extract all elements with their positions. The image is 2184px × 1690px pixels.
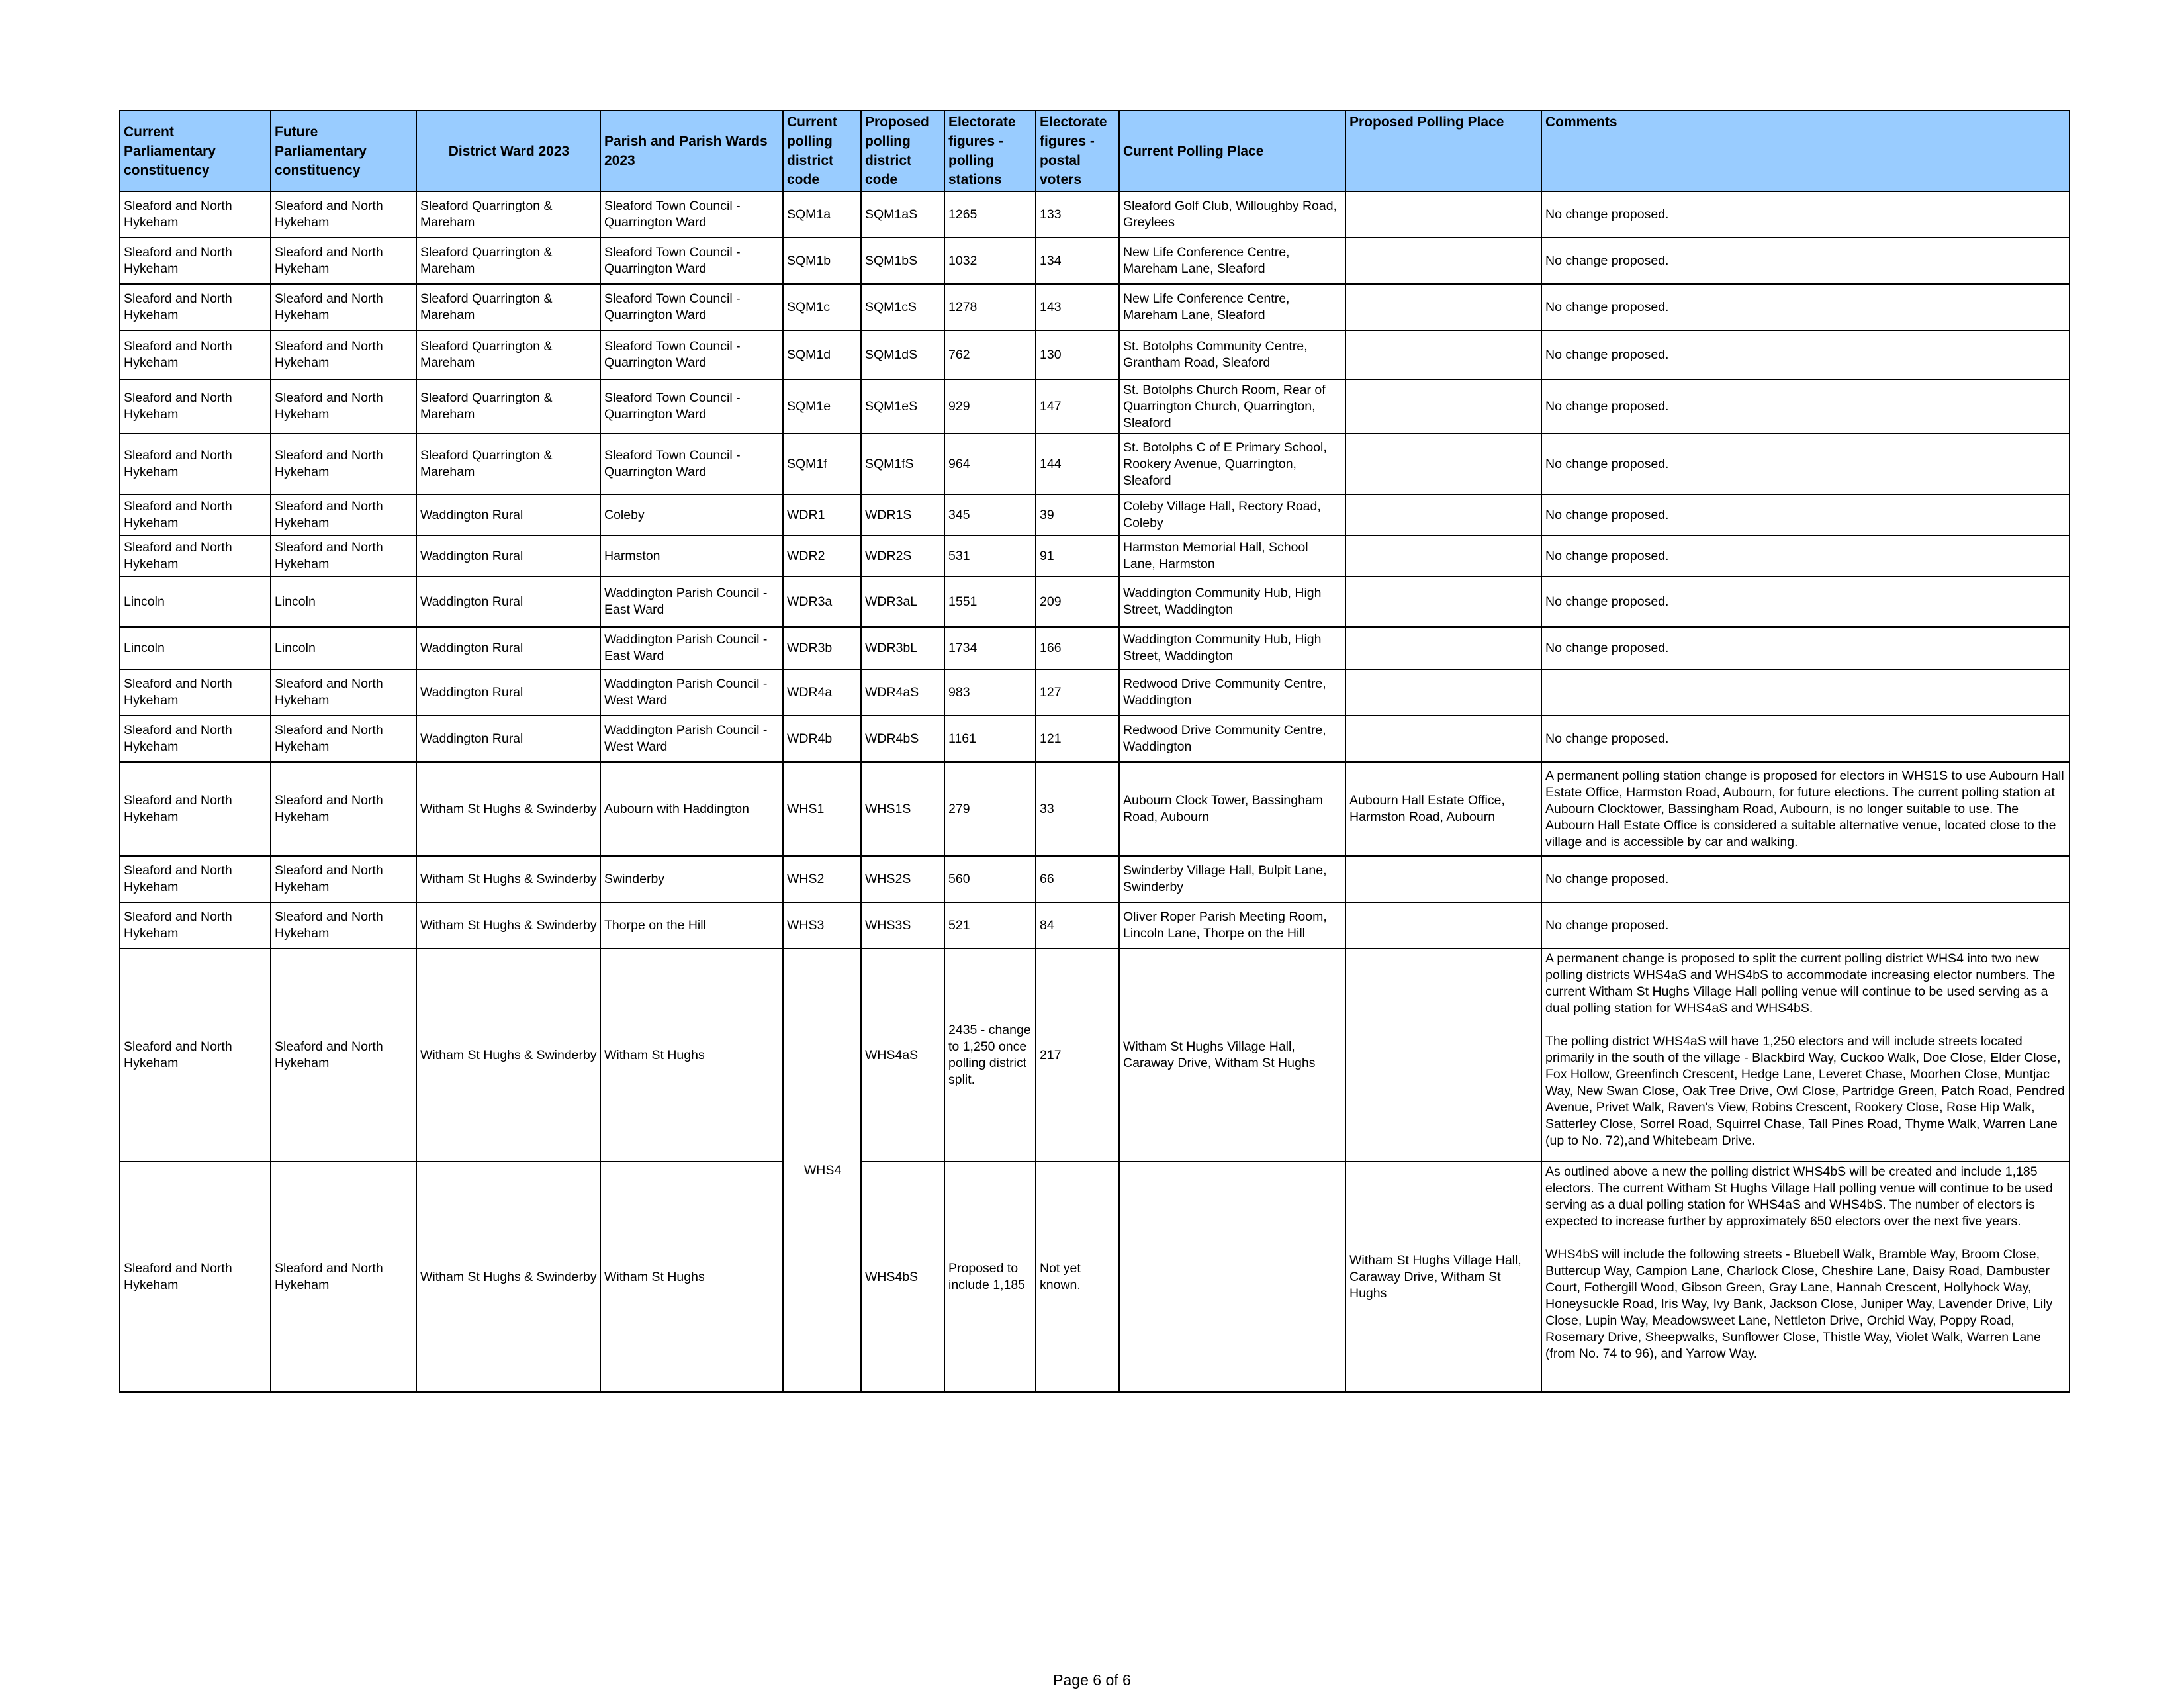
table-row [120, 191, 2070, 238]
cell-district-ward: Waddington Rural [416, 577, 600, 627]
cell-comment: No change proposed. [1541, 379, 2070, 434]
cell-proposed-place [1345, 669, 1541, 716]
cell-proposed-place [1345, 716, 1541, 762]
cell-electorate: Proposed to include 1,185 [944, 1162, 1036, 1392]
cell-district-ward: Sleaford Quarrington & Mareham [416, 191, 600, 238]
cell-district-ward: Witham St Hughs & Swinderby [416, 762, 600, 856]
table-row [120, 434, 2070, 494]
cell-current-place: Oliver Roper Parish Meeting Room, Lincoln Lane, Thorpe on the Hill [1119, 902, 1345, 949]
table-row [120, 536, 2070, 577]
cell-parish: Sleaford Town Council - Quarrington Ward [600, 284, 783, 330]
cell-electorate: 345 [944, 494, 1036, 536]
cell-electorate: 1032 [944, 238, 1036, 284]
cell-postal: 166 [1036, 627, 1119, 669]
cell-postal: 209 [1036, 577, 1119, 627]
table-row [120, 902, 2070, 949]
cell-proposed-place [1345, 856, 1541, 902]
cell-postal: 84 [1036, 902, 1119, 949]
cell-parish: Witham St Hughs [600, 1162, 783, 1392]
table-row [120, 716, 2070, 762]
cell-current-code-whs4: WHS4 [783, 949, 861, 1392]
header-current-code: Current polling district code [783, 111, 861, 191]
cell-current-code: WDR3b [783, 627, 861, 669]
cell-postal: 217 [1036, 949, 1119, 1162]
cell-future-constituency: Sleaford and North Hykeham [271, 379, 416, 434]
cell-future-constituency: Sleaford and North Hykeham [271, 434, 416, 494]
header-electorate-postal: Electorate figures - postal voters [1036, 111, 1119, 191]
cell-comment: A permanent polling station change is proposed for electors in WHS1S to use Aubourn Hall Estate Office, Harmston Road, Aubourn, for future elections. The current polling station at Aubourn Clocktower, Bassingham Road, Aubourn, is no longer suitable to use. The Aubourn Hall Estate Office is considered a suitable alternative venue, located close to the village and is accessible by car and walking. [1541, 762, 2070, 856]
cell-proposed-code: WHS1S [861, 762, 944, 856]
cell-electorate: 929 [944, 379, 1036, 434]
table-body [120, 191, 2070, 1392]
cell-proposed-place [1345, 536, 1541, 577]
cell-proposed-place [1345, 191, 1541, 238]
cell-current-code: SQM1a [783, 191, 861, 238]
cell-comment: No change proposed. [1541, 191, 2070, 238]
cell-future-constituency: Sleaford and North Hykeham [271, 191, 416, 238]
cell-current-place: New Life Conference Centre, Mareham Lane, Sleaford [1119, 238, 1345, 284]
table-row [120, 238, 2070, 284]
cell-comment [1541, 669, 2070, 716]
cell-proposed-code: SQM1aS [861, 191, 944, 238]
table-row [120, 762, 2070, 856]
cell-electorate: 531 [944, 536, 1036, 577]
cell-proposed-code: WHS2S [861, 856, 944, 902]
table-row [120, 494, 2070, 536]
cell-district-ward: Sleaford Quarrington & Mareham [416, 238, 600, 284]
cell-postal: Not yet known. [1036, 1162, 1119, 1392]
cell-parish: Aubourn with Haddington [600, 762, 783, 856]
table-row [120, 627, 2070, 669]
header-current-place: Current Polling Place [1119, 111, 1345, 191]
cell-proposed-code: WDR4aS [861, 669, 944, 716]
cell-current-code: WDR3a [783, 577, 861, 627]
cell-future-constituency: Sleaford and North Hykeham [271, 669, 416, 716]
cell-current-constituency: Sleaford and North Hykeham [120, 902, 271, 949]
header-future-constituency: Future Parliamentary constituency [271, 111, 416, 191]
cell-parish: Witham St Hughs [600, 949, 783, 1162]
cell-postal: 143 [1036, 284, 1119, 330]
cell-proposed-code: SQM1fS [861, 434, 944, 494]
cell-postal: 39 [1036, 494, 1119, 536]
cell-future-constituency: Sleaford and North Hykeham [271, 1162, 416, 1392]
cell-current-place: Harmston Memorial Hall, School Lane, Harmston [1119, 536, 1345, 577]
cell-current-constituency: Sleaford and North Hykeham [120, 191, 271, 238]
cell-proposed-code: WHS4aS [861, 949, 944, 1162]
cell-proposed-place [1345, 627, 1541, 669]
cell-current-constituency: Sleaford and North Hykeham [120, 716, 271, 762]
cell-current-place: Sleaford Golf Club, Willoughby Road, Greylees [1119, 191, 1345, 238]
comment-paragraph: WHS4bS will include the following streets - Bluebell Walk, Bramble Way, Broom Close, Buttercup Way, Campion Lane, Charlock Close, Cheshire Lane, Daisy Road, Dambuster Court, Fothergill Wood, Gibson Green, Gray Lane, Hannah Crescent, Hollyhock Way, Honeysuckle Road, Iris Way, Ivy Bank, Jackson Close, Juniper Way, Lavender Drive, Lily Close, Lupin Way, Meadowsweet Lane, Nettleton Drive, Orchid Way, Poppy Road, Rosemary Drive, Sheepwalks, Sunflower Close, Thistle Way, Violet Walk, Warren Lane (from No. 74 to 96), and Yarrow Way. [1545, 1247, 2053, 1361]
cell-proposed-code: WDR1S [861, 494, 944, 536]
cell-proposed-place [1345, 284, 1541, 330]
cell-electorate: 964 [944, 434, 1036, 494]
cell-comment: No change proposed. [1541, 627, 2070, 669]
cell-electorate: 1734 [944, 627, 1036, 669]
cell-current-constituency: Sleaford and North Hykeham [120, 379, 271, 434]
cell-parish: Waddington Parish Council - West Ward [600, 716, 783, 762]
header-current-constituency: Current Parliamentary constituency [120, 111, 271, 191]
cell-proposed-place [1345, 330, 1541, 379]
cell-current-place: Redwood Drive Community Centre, Waddington [1119, 669, 1345, 716]
cell-proposed-code: WDR3aL [861, 577, 944, 627]
cell-proposed-place [1345, 902, 1541, 949]
cell-parish: Harmston [600, 536, 783, 577]
cell-electorate: 762 [944, 330, 1036, 379]
cell-current-constituency: Sleaford and North Hykeham [120, 1162, 271, 1392]
cell-electorate: 1551 [944, 577, 1036, 627]
cell-proposed-code: SQM1eS [861, 379, 944, 434]
cell-current-constituency: Sleaford and North Hykeham [120, 494, 271, 536]
cell-current-place: Waddington Community Hub, High Street, Waddington [1119, 627, 1345, 669]
cell-current-place: Aubourn Clock Tower, Bassingham Road, Aubourn [1119, 762, 1345, 856]
cell-current-place: Swinderby Village Hall, Bulpit Lane, Swinderby [1119, 856, 1345, 902]
cell-current-place: Witham St Hughs Village Hall, Caraway Drive, Witham St Hughs [1119, 949, 1345, 1162]
cell-postal: 130 [1036, 330, 1119, 379]
polling-districts-table [119, 110, 2070, 1393]
cell-future-constituency: Sleaford and North Hykeham [271, 494, 416, 536]
cell-parish: Waddington Parish Council - West Ward [600, 669, 783, 716]
cell-current-place: Redwood Drive Community Centre, Waddington [1119, 716, 1345, 762]
cell-comment: No change proposed. [1541, 238, 2070, 284]
cell-district-ward: Waddington Rural [416, 716, 600, 762]
cell-comment [1541, 949, 2070, 1162]
cell-parish: Swinderby [600, 856, 783, 902]
cell-proposed-place [1345, 949, 1541, 1162]
header-comments: Comments [1541, 111, 2070, 191]
cell-district-ward: Witham St Hughs & Swinderby [416, 856, 600, 902]
cell-parish: Waddington Parish Council - East Ward [600, 627, 783, 669]
cell-postal: 91 [1036, 536, 1119, 577]
cell-parish: Sleaford Town Council - Quarrington Ward [600, 330, 783, 379]
cell-proposed-code: WHS4bS [861, 1162, 944, 1392]
cell-future-constituency: Sleaford and North Hykeham [271, 856, 416, 902]
cell-district-ward: Waddington Rural [416, 669, 600, 716]
cell-proposed-code: SQM1dS [861, 330, 944, 379]
comment-paragraph: A permanent change is proposed to split the current polling district WHS4 into two new polling districts WHS4aS and WHS4bS to accommodate increasing elector numbers. The current Witham St Hughs Village Hall polling venue will continue to be used serving as a dual polling station for WHS4aS and WHS4bS. [1545, 951, 2056, 1015]
header-row [120, 111, 2070, 191]
comment-paragraph: The polling district WHS4aS will have 1,250 electors and will include streets located primarily in the south of the village - Blackbird Way, Cuckoo Walk, Doe Close, Elder Close, Fox Hollow, Greenfinch Crescent, Hedge Lane, Leveret Chase, Moorhen Close, Muntjac Way, New Swan Close, Oak Tree Drive, Owl Close, Partridge Green, Patch Road, Pendred Avenue, Privet Walk, Raven's View, Robins Crescent, Rookery Close, Rose Hip Walk, Satterley Close, Sorrel Road, Squirrel Chase, Tall Pines Road, Thyme Walk, Warren Lane (up to No. 72),and Whitebeam Drive. [1545, 1034, 2065, 1148]
cell-current-code: WDR1 [783, 494, 861, 536]
cell-proposed-place [1345, 494, 1541, 536]
cell-future-constituency: Sleaford and North Hykeham [271, 716, 416, 762]
cell-current-place: New Life Conference Centre, Mareham Lane, Sleaford [1119, 284, 1345, 330]
cell-electorate: 1161 [944, 716, 1036, 762]
cell-future-constituency: Sleaford and North Hykeham [271, 284, 416, 330]
cell-proposed-code: SQM1cS [861, 284, 944, 330]
cell-current-code: SQM1e [783, 379, 861, 434]
header-district-ward: District Ward 2023 [416, 111, 600, 191]
header-proposed-place: Proposed Polling Place [1345, 111, 1541, 191]
cell-postal: 66 [1036, 856, 1119, 902]
cell-comment: No change proposed. [1541, 577, 2070, 627]
cell-postal: 127 [1036, 669, 1119, 716]
cell-district-ward: Sleaford Quarrington & Mareham [416, 284, 600, 330]
cell-district-ward: Waddington Rural [416, 536, 600, 577]
cell-comment: No change proposed. [1541, 494, 2070, 536]
table-row [120, 669, 2070, 716]
cell-current-constituency: Sleaford and North Hykeham [120, 536, 271, 577]
cell-current-constituency: Sleaford and North Hykeham [120, 284, 271, 330]
cell-current-code: WDR4b [783, 716, 861, 762]
table-row [120, 577, 2070, 627]
cell-future-constituency: Sleaford and North Hykeham [271, 949, 416, 1162]
cell-proposed-code: WDR2S [861, 536, 944, 577]
cell-comment: No change proposed. [1541, 536, 2070, 577]
cell-current-constituency: Sleaford and North Hykeham [120, 330, 271, 379]
cell-postal: 33 [1036, 762, 1119, 856]
cell-current-constituency: Sleaford and North Hykeham [120, 949, 271, 1162]
cell-electorate: 1278 [944, 284, 1036, 330]
cell-parish: Coleby [600, 494, 783, 536]
cell-electorate: 2435 - change to 1,250 once polling district split. [944, 949, 1036, 1162]
cell-current-place: Coleby Village Hall, Rectory Road, Coleby [1119, 494, 1345, 536]
cell-comment: No change proposed. [1541, 330, 2070, 379]
cell-parish: Sleaford Town Council - Quarrington Ward [600, 191, 783, 238]
cell-electorate: 983 [944, 669, 1036, 716]
cell-current-constituency: Sleaford and North Hykeham [120, 762, 271, 856]
cell-current-code: WDR2 [783, 536, 861, 577]
cell-postal: 134 [1036, 238, 1119, 284]
cell-future-constituency: Lincoln [271, 577, 416, 627]
cell-proposed-place: Aubourn Hall Estate Office, Harmston Road, Aubourn [1345, 762, 1541, 856]
cell-electorate: 521 [944, 902, 1036, 949]
cell-current-place: Waddington Community Hub, High Street, Waddington [1119, 577, 1345, 627]
cell-current-constituency: Sleaford and North Hykeham [120, 669, 271, 716]
cell-district-ward: Witham St Hughs & Swinderby [416, 902, 600, 949]
cell-proposed-code: WHS3S [861, 902, 944, 949]
cell-current-code: WHS3 [783, 902, 861, 949]
cell-proposed-place [1345, 379, 1541, 434]
cell-comment: No change proposed. [1541, 856, 2070, 902]
cell-comment: No change proposed. [1541, 902, 2070, 949]
cell-current-code: SQM1c [783, 284, 861, 330]
cell-postal: 121 [1036, 716, 1119, 762]
cell-parish: Sleaford Town Council - Quarrington Ward [600, 434, 783, 494]
cell-future-constituency: Sleaford and North Hykeham [271, 762, 416, 856]
cell-proposed-place [1345, 434, 1541, 494]
cell-electorate: 279 [944, 762, 1036, 856]
cell-future-constituency: Lincoln [271, 627, 416, 669]
cell-electorate: 1265 [944, 191, 1036, 238]
cell-parish: Thorpe on the Hill [600, 902, 783, 949]
cell-district-ward: Waddington Rural [416, 627, 600, 669]
cell-future-constituency: Sleaford and North Hykeham [271, 536, 416, 577]
cell-current-code: SQM1b [783, 238, 861, 284]
cell-current-code: WDR4a [783, 669, 861, 716]
cell-electorate: 560 [944, 856, 1036, 902]
cell-future-constituency: Sleaford and North Hykeham [271, 238, 416, 284]
table-row [120, 379, 2070, 434]
cell-proposed-place [1345, 238, 1541, 284]
cell-current-code: WHS2 [783, 856, 861, 902]
cell-current-place [1119, 1162, 1345, 1392]
header-electorate-stations: Electorate figures - polling stations [944, 111, 1036, 191]
cell-proposed-code: WDR3bL [861, 627, 944, 669]
header-parish-wards: Parish and Parish Wards 2023 [600, 111, 783, 191]
cell-current-place: St. Botolphs C of E Primary School, Rookery Avenue, Quarrington, Sleaford [1119, 434, 1345, 494]
cell-current-code: SQM1f [783, 434, 861, 494]
cell-postal: 133 [1036, 191, 1119, 238]
cell-comment: No change proposed. [1541, 716, 2070, 762]
table-row-whs4as [120, 949, 2070, 1162]
cell-proposed-place [1345, 577, 1541, 627]
cell-parish: Sleaford Town Council - Quarrington Ward [600, 238, 783, 284]
cell-future-constituency: Sleaford and North Hykeham [271, 902, 416, 949]
cell-future-constituency: Sleaford and North Hykeham [271, 330, 416, 379]
table-row [120, 856, 2070, 902]
cell-proposed-code: WDR4bS [861, 716, 944, 762]
cell-district-ward: Sleaford Quarrington & Mareham [416, 379, 600, 434]
cell-comment: No change proposed. [1541, 284, 2070, 330]
table-row [120, 330, 2070, 379]
cell-postal: 147 [1036, 379, 1119, 434]
cell-proposed-code: SQM1bS [861, 238, 944, 284]
table-row [120, 284, 2070, 330]
page-number: Page 6 of 6 [1053, 1671, 1131, 1689]
cell-current-constituency: Sleaford and North Hykeham [120, 238, 271, 284]
cell-current-code: SQM1d [783, 330, 861, 379]
cell-comment [1541, 1162, 2070, 1392]
cell-current-constituency: Sleaford and North Hykeham [120, 434, 271, 494]
cell-current-constituency: Lincoln [120, 627, 271, 669]
comment-paragraph: As outlined above a new the polling district WHS4bS will be created and include 1,185 electors. The current Witham St Hughs Village Hall polling venue will continue to be used serving as a dual polling station for WHS4aS and WHS4bS. The number of electors is expected to increase further by approximately 650 electors over the next five years. [1545, 1164, 2053, 1229]
cell-district-ward: Witham St Hughs & Swinderby [416, 1162, 600, 1392]
cell-parish: Sleaford Town Council - Quarrington Ward [600, 379, 783, 434]
cell-parish: Waddington Parish Council - East Ward [600, 577, 783, 627]
table-row-whs4bs [120, 1162, 2070, 1392]
cell-comment: No change proposed. [1541, 434, 2070, 494]
cell-current-constituency: Sleaford and North Hykeham [120, 856, 271, 902]
cell-postal: 144 [1036, 434, 1119, 494]
header-proposed-code: Proposed polling district code [861, 111, 944, 191]
cell-current-code: WHS1 [783, 762, 861, 856]
cell-current-place: St. Botolphs Community Centre, Grantham Road, Sleaford [1119, 330, 1345, 379]
cell-district-ward: Witham St Hughs & Swinderby [416, 949, 600, 1162]
cell-current-constituency: Lincoln [120, 577, 271, 627]
cell-district-ward: Sleaford Quarrington & Mareham [416, 330, 600, 379]
cell-current-place: St. Botolphs Church Room, Rear of Quarrington Church, Quarrington, Sleaford [1119, 379, 1345, 434]
cell-proposed-place: Witham St Hughs Village Hall, Caraway Drive, Witham St Hughs [1345, 1162, 1541, 1392]
cell-district-ward: Waddington Rural [416, 494, 600, 536]
cell-district-ward: Sleaford Quarrington & Mareham [416, 434, 600, 494]
